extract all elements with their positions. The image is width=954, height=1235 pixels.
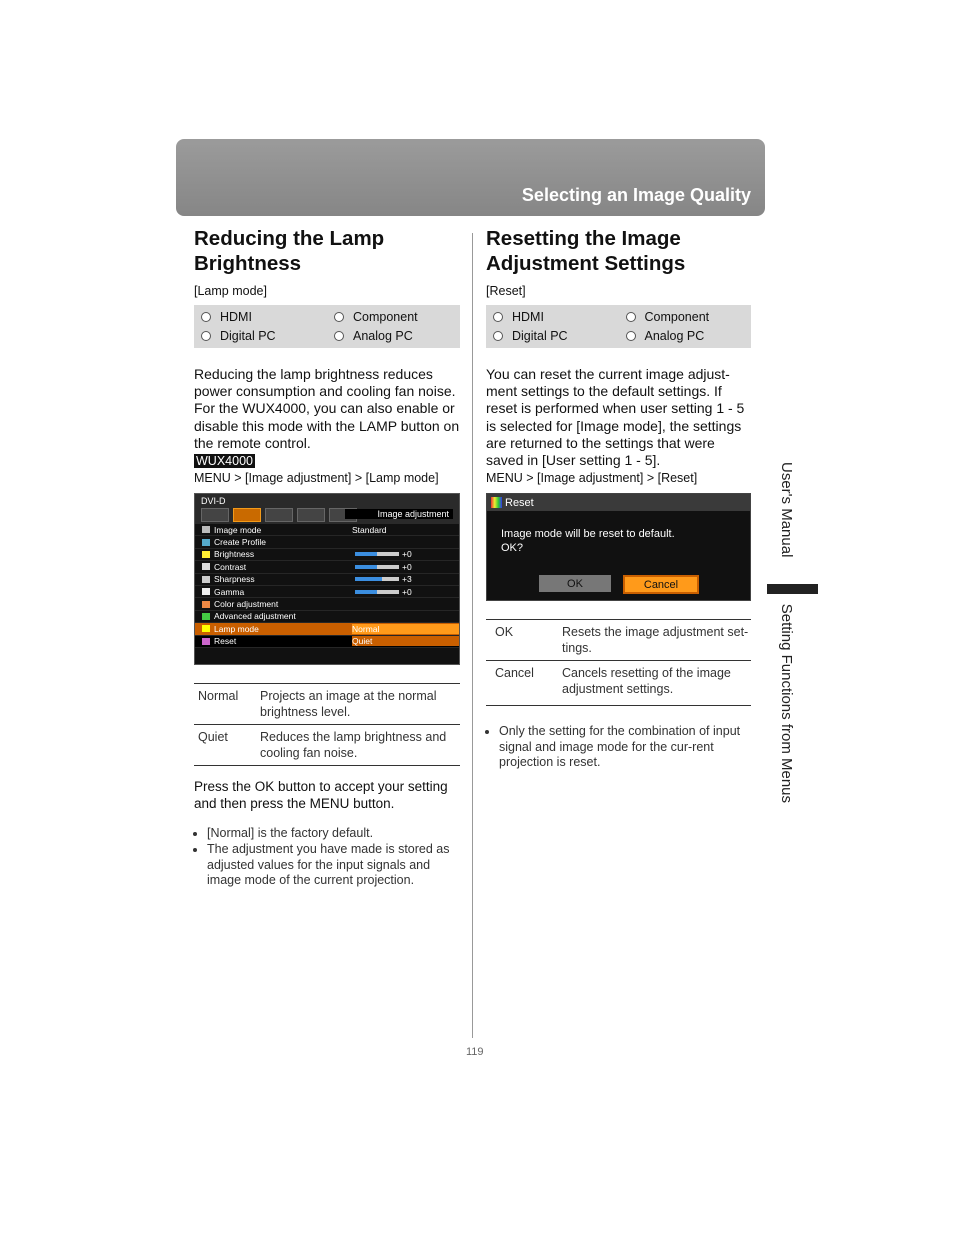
osd-row: Reset Quiet: [195, 636, 459, 648]
osd-row: Create Profile: [195, 536, 459, 548]
column-divider: [472, 233, 473, 1038]
lamp-heading-line1: Reducing the Lamp: [194, 227, 385, 250]
list-item: • Only the setting for the combination of input signal and image mode for the cur-rent projection is reset.: [499, 724, 751, 771]
osd-row: Contrast +0: [195, 561, 459, 573]
lamp-signal-table: [194, 305, 460, 348]
osd-row: Gamma +0: [195, 586, 459, 598]
radio-icon: [626, 312, 636, 322]
section-title: Selecting an Image Quality: [521, 185, 751, 205]
lamp-mode-section: [194, 226, 460, 889]
osd-tab: [201, 508, 229, 522]
side-navigation-label: [778, 462, 795, 803]
option-name: Normal: [198, 688, 239, 703]
option-desc: Projects an image at the normal brightness level.: [260, 688, 437, 719]
dialog-title: Reset: [487, 494, 750, 511]
signal-label: Analog PC: [353, 328, 413, 343]
signal-label: Component: [644, 309, 710, 324]
signal-label: HDMI: [220, 309, 252, 324]
signal-label: HDMI: [512, 309, 544, 324]
table-row: [194, 724, 460, 765]
radio-icon: [334, 331, 344, 341]
lamp-options-table: [194, 683, 460, 766]
table-row: [194, 683, 460, 724]
signal-label: Digital PC: [220, 328, 276, 343]
reset-signal-table: [486, 305, 751, 348]
radio-icon: [493, 312, 503, 322]
radio-icon: [626, 331, 636, 341]
table-row: [486, 661, 751, 706]
osd-row: Color adjustment: [195, 598, 459, 610]
osd-row: Image mode Standard: [195, 524, 459, 536]
table-row: [486, 620, 751, 661]
option-desc: Cancels resetting of the image adjustment settings.: [562, 666, 731, 697]
lamp-heading-line2: Brightness: [194, 252, 302, 275]
reset-section: [486, 226, 751, 771]
reset-description: You can reset the current image adjust-ment settings to the default settings. If reset is performed when user setting 1 - 5 is selected for [Image mode], the settings are returned to the settings that were saved in [User setting 1 - 5].: [486, 366, 745, 469]
lamp-heading: [194, 226, 460, 276]
radio-icon: [493, 331, 503, 341]
option-name: Cancel: [495, 666, 534, 681]
reset-menu-tag: [Reset]: [486, 284, 526, 298]
lamp-description: Reducing the lamp brightness reduces power consumption and cooling fan noise. For the WUX4000, you can also enable or disable this mode with the LAMP button on the remote control.: [194, 366, 460, 451]
reset-options-table: [486, 619, 751, 706]
press-instruction: Press the OK button to accept your setting and then press the MENU button.: [194, 778, 448, 812]
model-badge: WUX4000: [196, 454, 253, 469]
osd-tab-selected: [233, 508, 261, 522]
radio-icon: [201, 331, 211, 341]
option-name: OK: [495, 625, 514, 640]
dialog-message: Image mode will be reset to default. OK?: [501, 528, 675, 555]
page-number: 119: [466, 1046, 484, 1058]
osd-heading: Image adjustment: [345, 509, 453, 519]
signal-label: Analog PC: [644, 328, 705, 343]
signal-label: Component: [353, 309, 418, 324]
lamp-notes: [194, 826, 460, 888]
option-desc: Reduces the lamp brightness and cooling fan noise.: [260, 729, 447, 760]
radio-icon: [334, 312, 344, 322]
osd-row: Sharpness +3: [195, 574, 459, 586]
reset-heading-line1: Resetting the Image: [486, 227, 681, 250]
osd-tab: [265, 508, 293, 522]
reset-notes: [486, 724, 751, 771]
dialog-ok-button: OK: [539, 575, 611, 592]
dialog-cancel-button: Cancel: [623, 575, 699, 594]
reset-heading: [486, 226, 751, 276]
osd-row: Advanced adjustment: [195, 611, 459, 623]
osd-row: Brightness +0: [195, 549, 459, 561]
osd-menu-screenshot: [194, 493, 460, 665]
lamp-menu-tag: [Lamp mode]: [194, 284, 267, 298]
reset-icon: [491, 497, 502, 508]
manual-label: User's Manual: [778, 462, 795, 558]
list-item: • [Normal] is the factory default.: [207, 826, 460, 842]
osd-source-label: DVI-D: [201, 496, 226, 507]
list-item: • The adjustment you have made is stored as adjusted values for the input signals and image mode of the current projection.: [207, 842, 460, 889]
option-desc: Resets the image adjustment set-tings.: [562, 625, 749, 656]
chapter-label: Setting Functions from Menus: [778, 603, 795, 804]
signal-label: Digital PC: [512, 328, 568, 343]
osd-tab: [297, 508, 325, 522]
reset-heading-line2: Adjustment Settings: [486, 252, 686, 275]
reset-menu-path: MENU > [Image adjustment] > [Reset]: [486, 471, 698, 486]
osd-row-selected: Lamp mode Normal: [195, 623, 459, 635]
section-banner: [176, 139, 765, 216]
option-name: Quiet: [198, 729, 228, 744]
radio-icon: [201, 312, 211, 322]
lamp-menu-path: MENU > [Image adjustment] > [Lamp mode]: [194, 471, 439, 486]
chapter-marker: [767, 584, 818, 594]
reset-dialog-screenshot: [486, 493, 751, 601]
